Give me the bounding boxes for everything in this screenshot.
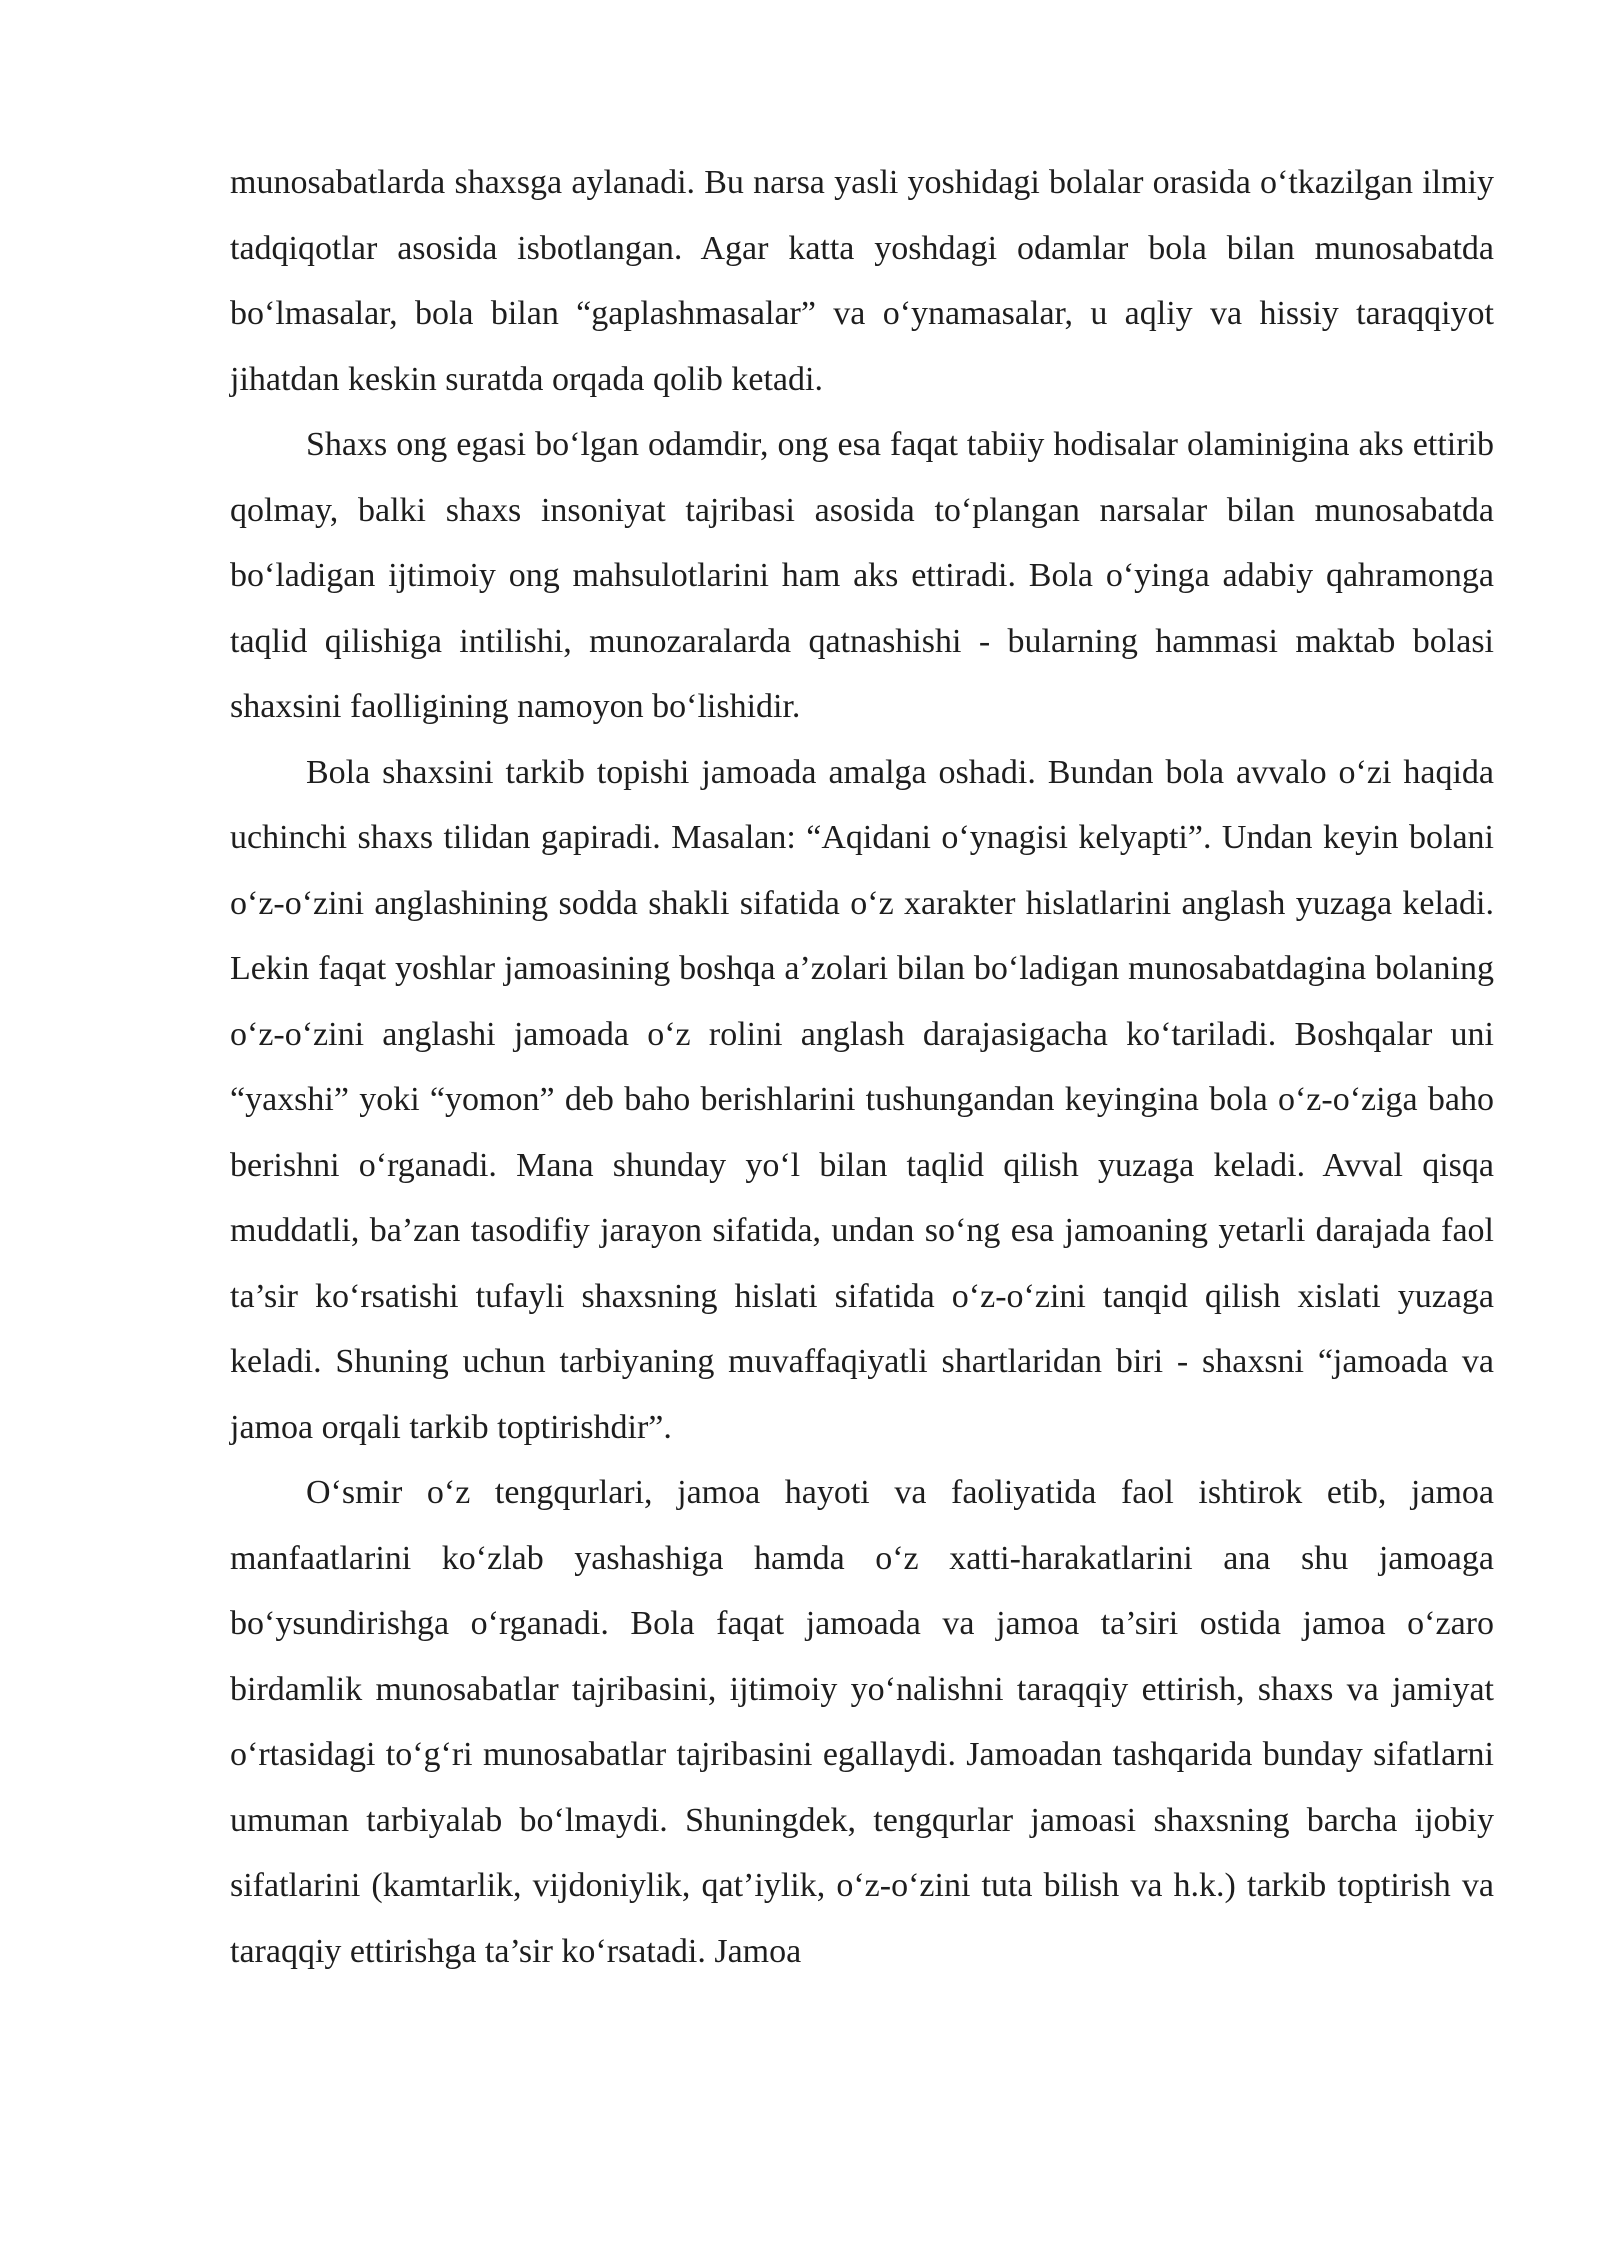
paragraph-4: O‘smir o‘z tengqurlari, jamoa hayoti va faoliyatida faol ishtirok etib, jamoa manfaatlarini ko‘zlab yashashiga hamda o‘z xatti-harakatlarini ana shu jamoaga bo‘ysundirishga o‘rganadi. Bola faqat jamoada va jamoa ta’siri ostida jamoa o‘zaro birdamlik munosabatlar tajribasini, ijtimoiy yo‘nalishni taraqqiy ettirish, shaxs va jamiyat o‘rtasidagi to‘g‘ri munosabatlar tajribasini egallaydi. Jamoadan tashqarida bunday sifatlarni umuman tarbiyalab bo‘lmaydi. Shuningdek, tengqurlar jamoasi shaxsning barcha ijobiy sifatlarini (kamtarlik, vijdoniylik, qat’iylik, o‘z-o‘zini tuta bilish va h.k.) tarkib toptirish va taraqqiy ettirishga ta’sir ko‘rsatadi. Jamoa (230, 1474, 1494, 1970)
paragraph-2: Shaxs ong egasi bo‘lgan odamdir, ong esa faqat tabiiy hodisalar olaminigina aks ettirib qolmay, balki shaxs insoniyat tajribasi asosida to‘plangan narsalar bilan munosabatda bo‘ladigan ijtimoiy ong mahsulotlarini ham aks ettiradi. Bola o‘yinga adabiy qahramonga taqlid qilishiga intilishi, munozaralarda qatnashishi - bularning hammasi maktab bolasi shaxsini faolligining namoyon bo‘lishidir. (230, 426, 1494, 725)
paragraph-3: Bola shaxsini tarkib topishi jamoada amalga oshadi. Bundan bola avvalo o‘zi haqida uchinchi shaxs tilidan gapiradi. Masalan: “Aqidani o‘ynagisi kelyapti”. Undan keyin bolani o‘z-o‘zini anglashining sodda shakli sifatida o‘z xarakter hislatlarini anglash yuzaga keladi. Lekin faqat yoshlar jamoasining boshqa a’zolari bilan bo‘ladigan munosabatdagina bolaning o‘z-o‘zini anglashi jamoada o‘z rolini anglash darajasigacha ko‘tariladi. Boshqalar uni “yaxshi” yoki “yomon” deb baho berishlarini tushungandan keyingina bola o‘z-o‘ziga baho berishni o‘rganadi. Mana shunday yo‘l bilan taqlid qilish yuzaga keladi. Avval qisqa muddatli, ba’zan tasodifiy jarayon sifatida, undan so‘ng esa jamoaning yetarli darajada faol ta’sir ko‘rsatishi tufayli shaxsning hislati sifatida o‘z-o‘zini tanqid qilish xislati yuzaga keladi. Shuning uchun tarbiyaning muvaffaqiyatli shartlaridan biri - shaxsni “jamoada va jamoa orqali tarkib toptirishdir”. (230, 753, 1494, 1446)
document-body (230, 150, 1494, 1984)
paragraph-1: munosabatlarda shaxsga aylanadi. Bu narsa yasli yoshidagi bolalar orasida o‘tkazilgan ilmiy tadqiqotlar asosida isbotlangan. Agar katta yoshdagi odamlar bola bilan munosabatda bo‘lmasalar, bola bilan “gaplashmasalar” va o‘ynamasalar, u aqliy va hissiy taraqqiyot jihatdan keskin suratda orqada qolib ketadi. (230, 164, 1494, 398)
